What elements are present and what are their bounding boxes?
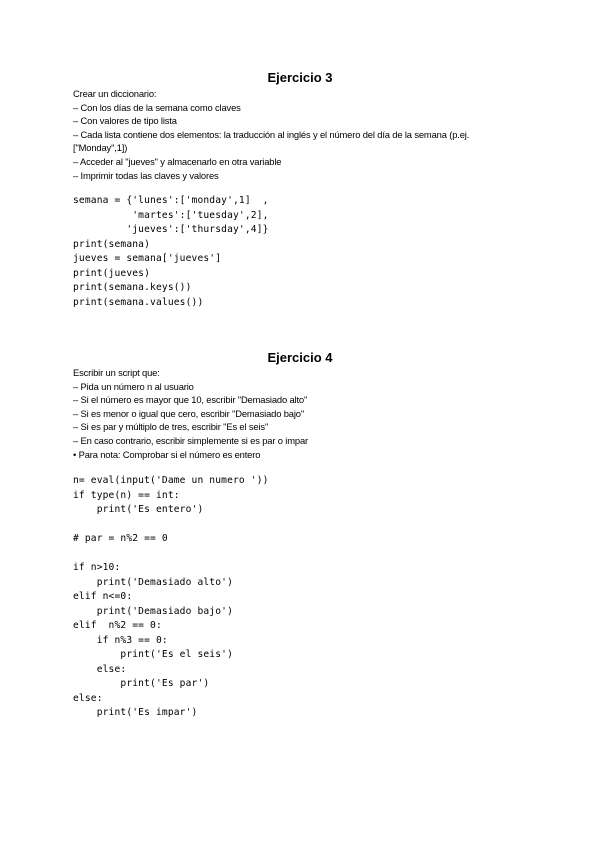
code-line: print(semana.values()) [73, 296, 204, 308]
code-line: print('Es entero') [73, 504, 204, 515]
code-line: print('Es par') [73, 678, 210, 689]
code-line: 'jueves':['thursday',4]} [73, 224, 269, 235]
code-line: if n>10: [73, 562, 121, 573]
instruction-line: – En caso contrario, escribir simplemente si es par o impar [73, 434, 308, 446]
code-line: semana = {'lunes':['monday',1] , [73, 195, 269, 206]
instruction-line: – Si el número es mayor que 10, escribir "Demasiado alto" [73, 394, 308, 406]
instruction-line: ["Monday",1]) [73, 142, 128, 154]
instruction-line: – Acceder al "jueves" y almacenarlo en otra variable [73, 155, 282, 167]
instruction-line: – Pida un número n al usuario [73, 380, 194, 392]
instruction-line: Escribir un script que: [73, 367, 160, 378]
instruction-line: – Con valores de tipo lista [73, 115, 177, 127]
exercise-4-code-block [73, 474, 543, 721]
exercise-3-title: Ejercicio 3 [267, 70, 333, 85]
code-line: 'martes':['tuesday',2], [73, 209, 269, 221]
instruction-line: Crear un diccionario: [73, 88, 157, 99]
code-line: print('Es impar') [73, 707, 198, 718]
code-line: print(semana.keys()) [73, 282, 192, 293]
code-line: print(semana) [73, 238, 151, 250]
exercise-3-instructions [73, 87, 543, 182]
exercise-3-code-block [73, 194, 543, 310]
code-line: elif n%2 == 0: [73, 620, 162, 631]
exercise-4-instructions [73, 366, 543, 461]
code-line: else: [73, 663, 127, 675]
code-line: print('Es el seis') [73, 649, 233, 660]
instruction-line: – Con los días de la semana como claves [73, 101, 241, 113]
code-line: else: [73, 692, 103, 704]
code-line: elif n<=0: [73, 591, 133, 602]
code-line: if type(n) == int: [73, 489, 180, 501]
code-line: if n%3 == 0: [73, 634, 168, 646]
code-line [73, 547, 543, 562]
code-line: print('Demasiado alto') [73, 576, 233, 588]
code-line: print('Demasiado bajo') [73, 605, 233, 617]
exercise-4-title: Ejercicio 4 [267, 350, 333, 365]
instruction-line: – Cada lista contiene dos elementos: la traducción al inglés y el número del día de la semana (p.ej. [73, 128, 470, 140]
code-line [73, 518, 543, 533]
instruction-line: – Si es par y múltiplo de tres, escribir "Es el seis" [73, 421, 269, 433]
code-line: jueves = semana['jueves'] [73, 253, 222, 264]
code-line: n= eval(input('Dame un numero ')) [73, 475, 269, 486]
instruction-line: • Para nota: Comprobar si el número es entero [73, 448, 261, 460]
code-line: # par = n%2 == 0 [73, 533, 168, 544]
instruction-line: – Si es menor o igual que cero, escribir "Demasiado bajo" [73, 407, 305, 419]
code-line: print(jueves) [73, 267, 151, 279]
instruction-line: – Imprimir todas las claves y valores [73, 169, 219, 181]
